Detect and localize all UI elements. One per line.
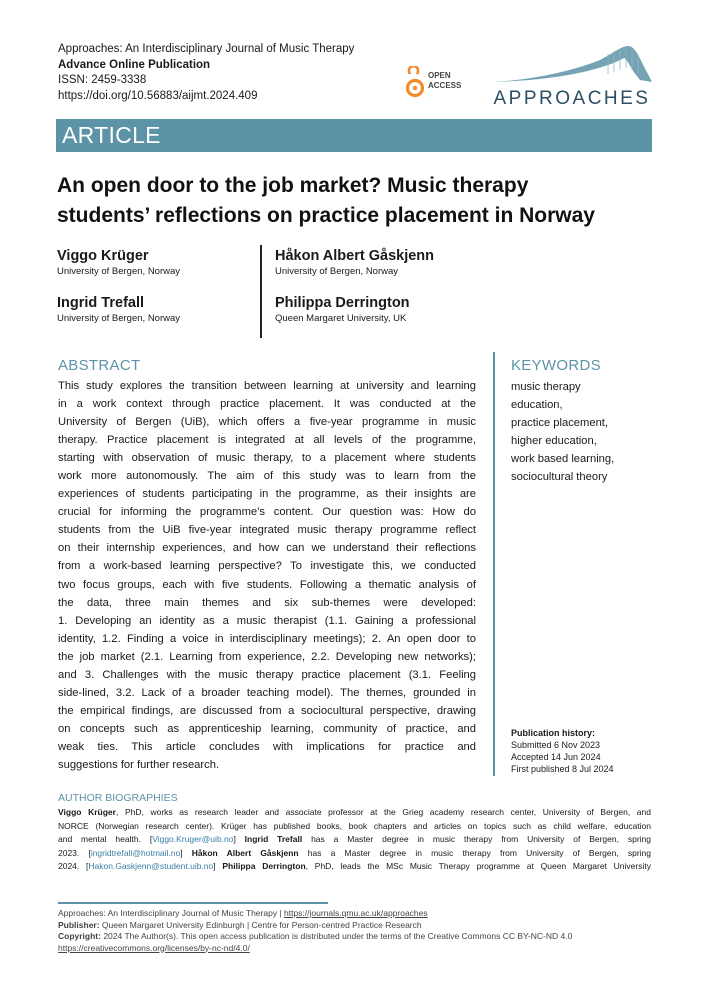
author-affiliation: Queen Margaret University, UK (275, 313, 407, 324)
author-affiliation: University of Bergen, Norway (275, 266, 399, 277)
author-affiliation: University of Bergen, Norway (57, 313, 181, 324)
submitted-date: Submitted 6 Nov 2023 (511, 740, 601, 750)
author-block-1 (57, 248, 180, 277)
publication-history (511, 727, 614, 775)
approaches-logo-text: APPROACHES (493, 88, 651, 109)
open-access-label: OPEN ACCESS (428, 71, 462, 90)
author-affiliation: University of Bergen, Norway (57, 266, 181, 277)
article-title: An open door to the job market? Music therapy students’ reflections on practice placement in Norway (57, 174, 595, 227)
doi-link[interactable]: https://doi.org/10.56883/aijmt.2024.409 (58, 89, 258, 102)
publication-status: Advance Online Publication (58, 58, 211, 71)
publication-history-heading: Publication history: (511, 728, 596, 738)
author-name: Håkon Albert Gåskjenn (275, 248, 435, 264)
author-name: Ingrid Trefall (57, 295, 145, 311)
footer-divider (58, 902, 328, 904)
author-block-2 (275, 248, 434, 277)
keyword: sociocultural theory (511, 471, 608, 483)
journal-header (58, 42, 418, 104)
keywords-list (511, 378, 614, 486)
email-link[interactable]: ingridtrefall@hotmail.no (90, 847, 181, 858)
author-block-4 (275, 295, 410, 324)
keyword: work based learning, (511, 453, 615, 465)
author-name: Viggo Krüger (57, 248, 149, 264)
biographies-heading: AUTHOR BIOGRAPHIES (58, 792, 178, 804)
article-type-banner (56, 119, 652, 152)
abstract-heading: ABSTRACT (58, 357, 141, 374)
issn: ISSN: 2459-3338 (58, 74, 147, 86)
article-type-label: ARTICLE (62, 122, 161, 148)
keywords-heading: KEYWORDS (511, 357, 601, 374)
keyword: practice placement, (511, 417, 609, 429)
email-link[interactable]: Hakon.Gaskjenn@student.uib.no (88, 861, 214, 871)
journal-name: Approaches: An Interdisciplinary Journal of Music Therapy (58, 43, 355, 55)
published-date: First published 8 Jul 2024 (511, 764, 614, 774)
license-url-link[interactable]: https://creativecommons.org/licenses/by-nc-nd/4.0/ (58, 942, 250, 953)
keyword: education, (511, 399, 563, 411)
page-footer: Approaches: An Interdisciplinary Journal of Music Therapy | https://journals.qmu.ac.uk/approaches Publisher: Queen Margaret University Edinburgh | Centre for Person-centred Practice Research Copyright: 2024 The Author(s). This open access publication is distributed under the terms of the Creative Commons CC BY-NC-ND 4.0 https://creativecommons.org/licenses/by-nc-nd/4.0/ (58, 908, 573, 953)
accepted-date: Accepted 14 Jun 2024 (511, 752, 601, 762)
abstract-body: This study explores the transition between learning at university and learning in a work context through practice placement. It was conducted at the University of Bergen (UiB), which offers a five-year programme in music therapy. Practice placement is integrated at all levels of the programme, starting with observation of music therapy, to a placement where students work more autonomously. The aim of this study was to learn from the experiences of students participating in the programme, as their insights are crucial for informing the programme’s content. Our question was: How do students from the UiB five-year integrated music therapy programme reflect on their internship experiences, and how can we understand their reflections from a work-based learning perspective? To investigate this, we conducted two focus groups, each with five students. Following a thematic analysis of the data, three main themes and six sub-themes were developed: 1. Developing an identity as a music therapist (1.1. Gaining a professional identity, 1.2. Finding a voice in interdisciplinary meetings); 2. An open door to the job market (2.1. Learning from experience, 2.2. Developing new networks); and 3. Challenges with the music therapy practice placement (3.1. Feeling side-lined, 3.2. Lack of a broader teaching model). The themes, grounded in the empirical findings, are discussed from a sociocultural perspective, drawing on concepts such as apprenticeship learning, community of practice, and weak ties. This article concludes with implications for practice and suggestions for further research. (58, 380, 476, 771)
email-link[interactable]: Viggo.Kruger@uib.no (152, 834, 234, 844)
biographies-body: Viggo Krüger, PhD, works as research leader and associate professor at the Grieg academy research center, University of Bergen, and NORCE (Norwegian research center). Krüger has published books, book chapters and articles on topics such as child welfare, education and mental health. [Viggo.Kruger@uib.no] Ingrid Trefall has a Master degree in music therapy from University of Bergen, spring 2023. [ingridtrefall@hotmail.no] Håkon Albert Gåskjenn has a Master degree in music therapy from University of Bergen, spring 2024. [Hakon.Gaskjenn@student.uib.no] Philippa Derrington, PhD, leads the MSc Music Therapy programme at Queen Margaret University (58, 807, 651, 871)
keyword: music therapy (511, 381, 581, 393)
keywords-divider (493, 352, 495, 776)
keyword: higher education, (511, 435, 597, 447)
author-divider (260, 245, 262, 338)
author-block-3 (57, 295, 180, 324)
author-name: Philippa Derrington (275, 295, 410, 311)
journal-url-link[interactable]: https://journals.qmu.ac.uk/approaches (284, 908, 428, 918)
